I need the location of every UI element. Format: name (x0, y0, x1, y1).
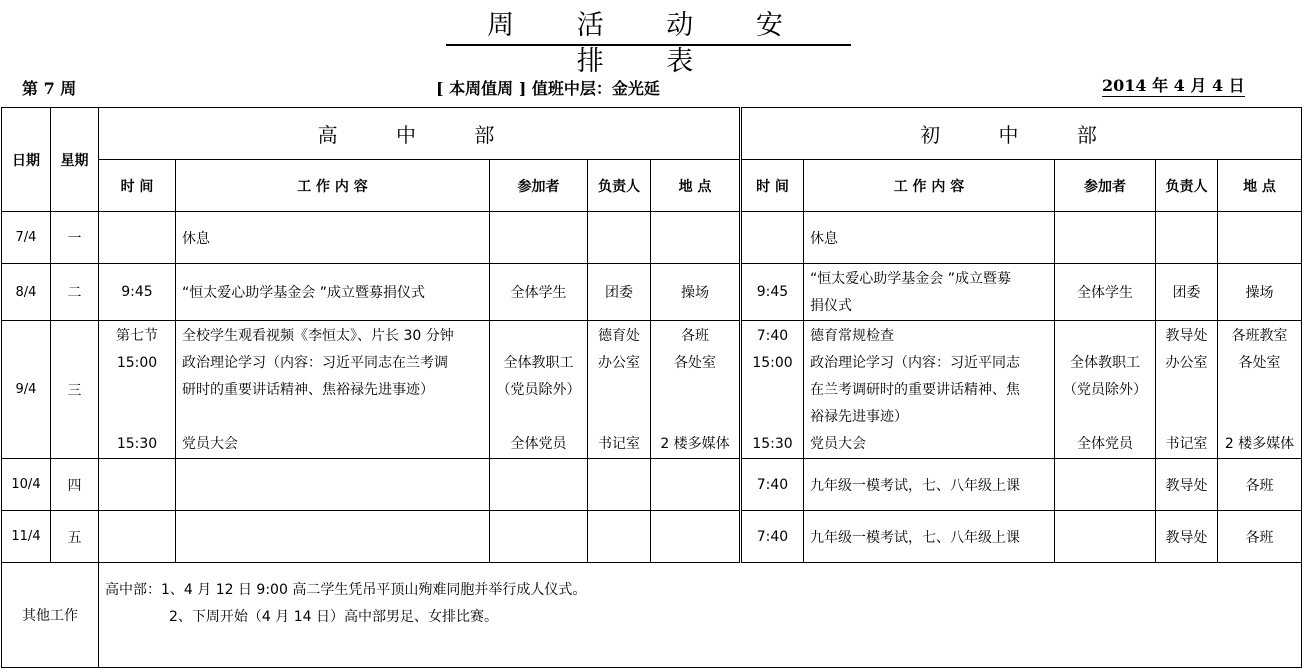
high-participants-cell (490, 212, 588, 264)
junior-participants-cell: 全体学生 (1055, 264, 1156, 321)
row-date: 7/4 (2, 212, 51, 264)
junior-participants-line: （党员除外） (1063, 382, 1147, 398)
junior-content-cell: 九年级一模考试，七、八年级上课 (804, 511, 1055, 563)
header-high-time: 时 间 (99, 160, 176, 212)
high-time-cell: 9:45 (99, 264, 176, 321)
header-junior-content: 工 作 内 容 (804, 160, 1055, 212)
row-weekday: 四 (51, 459, 99, 511)
junior-time-cell: 9:45 (741, 264, 804, 321)
junior-location-line: 2 楼多媒体 (1224, 436, 1295, 452)
junior-content-cell: 休息 (804, 212, 1055, 264)
row-date: 10/4 (2, 459, 51, 511)
junior-content-line: 政治理论学习（内容：习近平同志 (810, 355, 1020, 371)
high-time-cell (99, 212, 176, 264)
high-content-cell: “恒太爱心助学基金会 ”成立暨募捐仪式 (176, 264, 490, 321)
schedule-table (1, 107, 1302, 668)
row-date: 11/4 (2, 511, 51, 563)
junior-location-line: 各班教室 (1231, 328, 1288, 344)
high-time-line: 第七节 (116, 328, 158, 344)
header-junior-participants: 参加者 (1055, 160, 1156, 212)
high-content-cell (176, 511, 490, 563)
high-location-cell (651, 321, 741, 459)
junior-participants-cell (1055, 459, 1156, 511)
high-time-line: 15:30 (116, 436, 158, 452)
high-responsible-cell (588, 511, 651, 563)
junior-time-cell (741, 321, 804, 459)
high-responsible-line: 办公室 (598, 355, 640, 371)
junior-location-cell: 操场 (1218, 264, 1302, 321)
high-responsible-cell (588, 459, 651, 511)
junior-content-line: “恒太爱心助学基金会 ”成立暨募 (810, 271, 1011, 287)
table-row (2, 321, 1302, 459)
junior-participants-line: 全体党员 (1077, 436, 1133, 452)
row-weekday: 二 (51, 264, 99, 321)
high-location-cell: 操场 (651, 264, 741, 321)
junior-responsible-cell (1156, 321, 1218, 459)
junior-participants-cell (1055, 212, 1156, 264)
junior-time-cell (741, 212, 804, 264)
high-content-cell (176, 321, 490, 459)
junior-location-line: 各处室 (1238, 355, 1281, 371)
junior-content-cell (804, 264, 1055, 321)
high-location-line: 2 楼多媒体 (660, 436, 730, 452)
high-location-cell (651, 212, 741, 264)
junior-time-line (742, 377, 803, 404)
junior-location-cell (1218, 321, 1302, 459)
other-work-line: 2、下周开始（4 月 14 日）高中部男足、女排比赛。 (169, 609, 498, 625)
junior-location-line (1218, 377, 1301, 404)
junior-participants-cell (1055, 511, 1156, 563)
header-weekday: 星期 (51, 108, 99, 212)
row-weekday: 三 (51, 321, 99, 459)
high-location-cell (651, 459, 741, 511)
row-weekday: 五 (51, 511, 99, 563)
junior-time-cell: 7:40 (741, 511, 804, 563)
page-title: 周 活 动 安 排 表 (446, 8, 851, 46)
high-time-line (99, 377, 175, 404)
high-responsible-cell (588, 321, 651, 459)
high-time-cell (99, 459, 176, 511)
high-content-line: 政治理论学习（内容：习近平同志在兰考调 (182, 355, 448, 371)
header-junior-location: 地 点 (1218, 160, 1302, 212)
high-location-line (651, 377, 739, 404)
row-weekday: 一 (51, 212, 99, 264)
other-work-row (2, 563, 1302, 668)
high-location-line (651, 404, 739, 431)
junior-participants-line (1055, 404, 1155, 431)
high-participants-cell (490, 321, 588, 459)
high-location-line: 各处室 (674, 355, 716, 371)
high-content-line: 研时的重要讲话精神、焦裕禄先进事迹） (182, 382, 434, 398)
junior-location-cell: 各班 (1218, 459, 1302, 511)
junior-responsible-line (1156, 377, 1217, 404)
high-time-cell (99, 511, 176, 563)
junior-responsible-cell: 教导处 (1156, 459, 1218, 511)
header-high-content: 工 作 内 容 (176, 160, 490, 212)
high-content-line: 全校学生观看视频《李恒太》、片长 30 分钟 (182, 328, 454, 344)
junior-content-line: 党员大会 (810, 436, 866, 452)
junior-responsible-line: 办公室 (1165, 355, 1208, 371)
high-responsible-line: 书记室 (598, 436, 640, 452)
high-time-cell (99, 321, 176, 459)
week-label: 第 7 周 (22, 79, 77, 98)
row-date: 8/4 (2, 264, 51, 321)
junior-participants-cell (1055, 321, 1156, 459)
high-content-line: 党员大会 (182, 436, 238, 452)
high-location-line: 各班 (681, 328, 709, 344)
junior-responsible-cell: 团委 (1156, 264, 1218, 321)
junior-content-cell (804, 321, 1055, 459)
junior-location-line (1218, 404, 1301, 431)
high-time-line: 15:00 (116, 355, 158, 371)
high-location-cell (651, 511, 741, 563)
junior-content-line: 裕禄先进事迹） (810, 409, 908, 425)
high-participants-line (490, 323, 587, 350)
junior-time-line: 7:40 (756, 328, 789, 344)
junior-participants-line: 全体教职工 (1070, 355, 1140, 371)
junior-location-cell: 各班 (1218, 511, 1302, 563)
junior-content-line: 捐仪式 (810, 298, 852, 314)
junior-content-line: 在兰考调研时的重要讲话精神、焦 (810, 382, 1020, 398)
junior-content-line: 德育常规检查 (810, 328, 894, 344)
junior-responsible-line (1156, 404, 1217, 431)
junior-location-cell (1218, 212, 1302, 264)
high-responsible-cell: 团委 (588, 264, 651, 321)
header-high-participants: 参加者 (490, 160, 588, 212)
other-work-content (99, 563, 1302, 668)
table-row (2, 511, 1302, 563)
junior-responsible-cell: 教导处 (1156, 511, 1218, 563)
duty-label: [ 本周值周 ] 值班中层：金光延 (436, 79, 660, 98)
high-participants-line: 全体教职工 (503, 355, 574, 371)
header-high-location: 地 点 (651, 160, 741, 212)
high-responsible-line (588, 377, 650, 404)
junior-time-line (742, 404, 803, 431)
high-content-line (182, 404, 489, 431)
other-work-label: 其他工作 (2, 563, 99, 668)
junior-participants-line (1055, 323, 1155, 350)
high-content-cell (176, 459, 490, 511)
header-junior-school: 初 中 部 (741, 108, 1302, 160)
high-responsible-cell (588, 212, 651, 264)
high-responsible-line: 德育处 (598, 328, 640, 344)
high-participants-line (490, 404, 587, 431)
header-junior-responsible: 负责人 (1156, 160, 1218, 212)
junior-time-line: 15:00 (752, 355, 793, 371)
row-date: 9/4 (2, 321, 51, 459)
junior-time-cell: 7:40 (741, 459, 804, 511)
junior-responsible-line: 书记室 (1165, 436, 1208, 452)
junior-time-line: 15:30 (752, 436, 793, 452)
date-label: 2014 年 4 月 4 日 (1102, 76, 1245, 95)
high-responsible-line (588, 404, 650, 431)
high-participants-cell: 全体学生 (490, 264, 588, 321)
high-time-line (99, 404, 175, 431)
high-participants-line: （党员除外） (496, 382, 581, 398)
table-row (2, 264, 1302, 321)
high-participants-cell (490, 511, 588, 563)
table-row (2, 212, 1302, 264)
other-work-line: 高中部：1、4 月 12 日 9:00 高二学生凭吊平顶山殉难同胞并举行成人仪式。 (105, 582, 587, 598)
header-high-responsible: 负责人 (588, 160, 651, 212)
junior-content-cell: 九年级一模考试，七、八年级上课 (804, 459, 1055, 511)
high-participants-cell (490, 459, 588, 511)
table-row (2, 459, 1302, 511)
header-junior-time: 时 间 (741, 160, 804, 212)
high-content-cell: 休息 (176, 212, 490, 264)
junior-responsible-line: 教导处 (1165, 328, 1208, 344)
header-date: 日期 (2, 108, 51, 212)
header-high-school: 高 中 部 (99, 108, 741, 160)
junior-responsible-cell (1156, 212, 1218, 264)
high-participants-line: 全体党员 (510, 436, 567, 452)
